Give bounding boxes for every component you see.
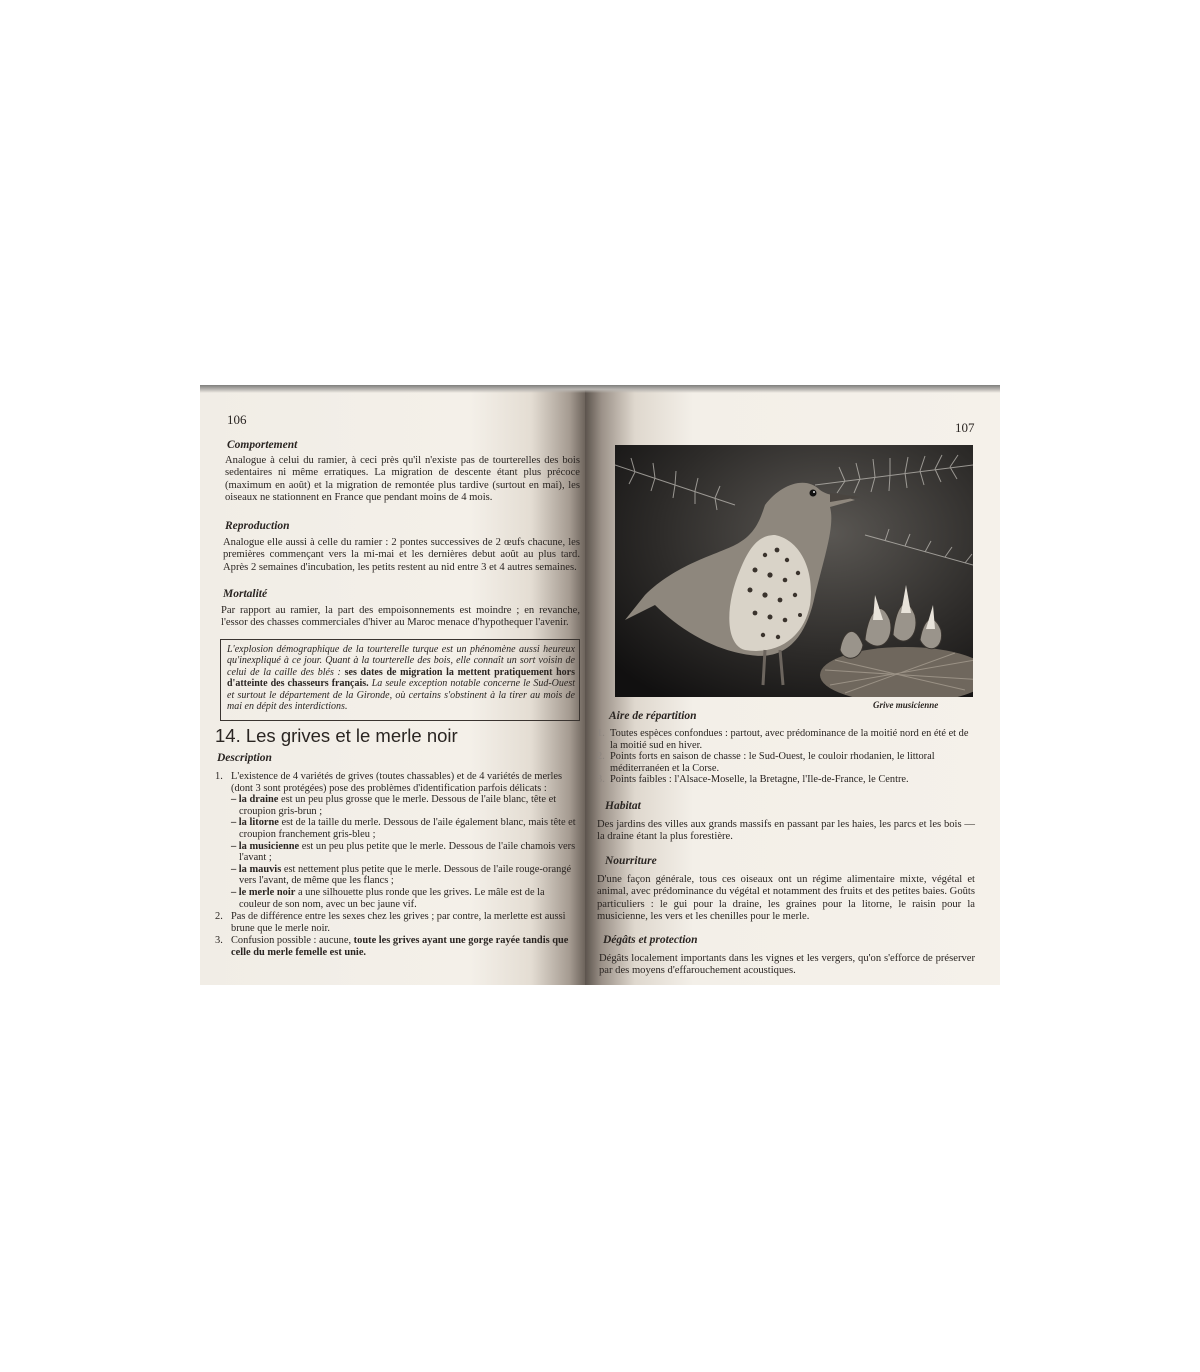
description-heading: Description bbox=[217, 752, 272, 764]
variety-item: – la musicienne est un peu plus petite que le merle. Dessous de l'aile chamois vers l'avant ; bbox=[231, 840, 576, 864]
item-bold-text: toute les grives ayant une gorge rayée tandis que celle du merle femelle est unie. bbox=[231, 935, 569, 958]
list-item bbox=[215, 771, 577, 910]
item-number: 2. bbox=[215, 911, 223, 923]
section-heading: Habitat bbox=[605, 800, 641, 812]
section-heading: Dégâts et protection bbox=[603, 934, 698, 946]
page-number: 107 bbox=[955, 420, 975, 435]
variety-item: – la draine est un peu plus grosse que le merle. Dessous de l'aile blanc, tête et croupion gris-brun ; bbox=[231, 794, 557, 817]
section-text: Des jardins des villes aux grands massifs en passant par les haies, les parcs et les bois — la draine étant la plus forestière. bbox=[597, 819, 975, 843]
open-book bbox=[200, 385, 1000, 985]
variety-name: la litorne bbox=[238, 817, 279, 829]
variety-text: est de la taille du merle. Dessous de l'aile également blanc, mais tête et croupion franchement gris-bleu ; bbox=[239, 817, 576, 840]
variety-text: est un peu plus petite que le merle. Dessous de l'aile chamois vers l'avant ; bbox=[239, 840, 576, 864]
list-item bbox=[597, 728, 975, 751]
section-text: Dégâts localement importants dans les vignes et les vergers, qu'on s'efforce de préserver par des moyens d'effarouchement acoustiques. bbox=[599, 953, 975, 977]
section-heading: Nourriture bbox=[605, 855, 657, 867]
section-heading: Comportement bbox=[227, 439, 298, 451]
item-text: Pas de différence entre les sexes chez les grives ; par contre, la merlette est aussi brune que le merle noir. bbox=[231, 911, 566, 934]
info-box-outro: La seule exception notable concerne le Sud-Ouest et surtout le département de la Gironde, où certains s'obstinent à la tirer au mois de mai en dépit des interdictions. bbox=[227, 678, 576, 713]
list-item bbox=[597, 774, 975, 786]
section-text: Par rapport au ramier, la part des empoisonnements est moindre ; en revanche, l'essor des chasses commerciales d'hiver au Maroc menace d'hypothequer l'avenir. bbox=[221, 605, 580, 629]
variety-text: est un peu plus grosse que le merle. Dessous de l'aile blanc, tête et croupion gris-brun ; bbox=[239, 794, 557, 817]
info-box-bold: ses dates de migration la mettent pratiquement hors d'atteinte des chasseurs français. bbox=[227, 666, 575, 690]
variety-text: est nettement plus petite que le merle. Dessous de l'aile rouge-orangé vers l'avant, de même que les flancs ; bbox=[239, 863, 572, 887]
right-page bbox=[585, 385, 1000, 985]
variety-item: – la litorne est de la taille du merle. Dessous de l'aile également blanc, mais tête et croupion franchement gris-bleu ; bbox=[231, 817, 576, 840]
page-top-shadow bbox=[200, 385, 1000, 393]
info-box bbox=[220, 639, 580, 721]
list-item bbox=[215, 935, 577, 958]
item-number: 3. bbox=[597, 774, 605, 786]
item-number: 2. bbox=[597, 751, 605, 763]
item-text: Points forts en saison de chasse : le Sud-Ouest, le couloir rhodanien, le littoral méditerranéen et la Corse. bbox=[610, 751, 935, 774]
info-box-intro: L'explosion démographique de la tourterelle turque est un phénomène aussi heureux qu'inexpliqué à ce jour. Quant à la tourterelle des bois, elle connaît un sort voisin de celui de la caille des blés : bbox=[227, 644, 575, 678]
variety-name: la mauvis bbox=[238, 863, 282, 875]
variety-text: a une silhouette plus ronde que les grives. Le mâle est de la couleur de son nom, avec un bec jaune vif. bbox=[239, 886, 545, 910]
chapter-title: 14. Les grives et le merle noir bbox=[215, 725, 458, 746]
item-text: Confusion possible : aucune, bbox=[231, 935, 352, 947]
variety-item: – le merle noir a une silhouette plus ronde que les grives. Le mâle est de la couleur de son nom, avec un bec jaune vif. bbox=[231, 886, 545, 910]
variety-name: la draine bbox=[238, 794, 279, 806]
section-text: D'une façon générale, tous ces oiseaux ont un régime alimentaire mixte, végétal et animal, avec prédominance du végétal et notamment des fruits et des petites baies. Goûts particuliers : le gui pour la draine, les graines pour la litorne, le raisin pour la musicienne, les vers et les chenilles pour le merle. bbox=[597, 874, 975, 922]
item-text: L'existence de 4 variétés de grives (toutes chassables) et de 4 variétés de merles (dont 3 sont protégées) pose des problèmes d'identification parfois délicats : bbox=[231, 771, 563, 794]
item-number: 1. bbox=[215, 771, 223, 782]
item-text: Points faibles : l'Alsace-Moselle, la Bretagne, l'Ile-de-France, le Centre. bbox=[610, 774, 909, 786]
thrush-nest-photo bbox=[615, 445, 973, 697]
info-box-text bbox=[227, 644, 575, 712]
section-heading: Aire de répartition bbox=[609, 710, 697, 722]
list-item bbox=[597, 751, 975, 774]
variety-name: la musicienne bbox=[238, 840, 300, 852]
distribution-list bbox=[597, 728, 975, 786]
section-text: Analogue elle aussi à celle du ramier : 2 pontes successives de 2 œufs chacune, les premières commençant vers la mi-mai et les dernières debut août au plus tard. Après 2 semaines d'incubation, les petits restent au nid entre 3 et 4 autres semaines. bbox=[223, 537, 580, 573]
page-number: 106 bbox=[227, 412, 247, 427]
left-page bbox=[200, 385, 585, 985]
section-heading: Reproduction bbox=[225, 520, 290, 532]
item-number: 3. bbox=[215, 935, 223, 947]
variety-name: le merle noir bbox=[238, 886, 296, 898]
item-number: 1. bbox=[597, 728, 605, 739]
list-item bbox=[215, 911, 577, 934]
photo-caption: Grive musicienne bbox=[873, 700, 939, 710]
description-list bbox=[215, 771, 577, 960]
section-heading: Mortalité bbox=[223, 588, 268, 600]
variety-item: – la mauvis est nettement plus petite que le merle. Dessous de l'aile rouge-orangé vers l'avant, de même que les flancs ; bbox=[231, 863, 572, 887]
section-text: Analogue à celui du ramier, à ceci près qu'il n'existe pas de tourterelles des bois sedentaires ni même erratiques. La migration de descente étant plus précoce (maximum en août) et la migration de remontée plus tardive (surtout en mai), les oiseaux ne stationnent en France que pendant moins de 4 mois. bbox=[225, 455, 580, 503]
item-text: Toutes espèces confondues : partout, avec prédominance de la moitié nord en été et de la moitié sud en hiver. bbox=[610, 728, 969, 751]
